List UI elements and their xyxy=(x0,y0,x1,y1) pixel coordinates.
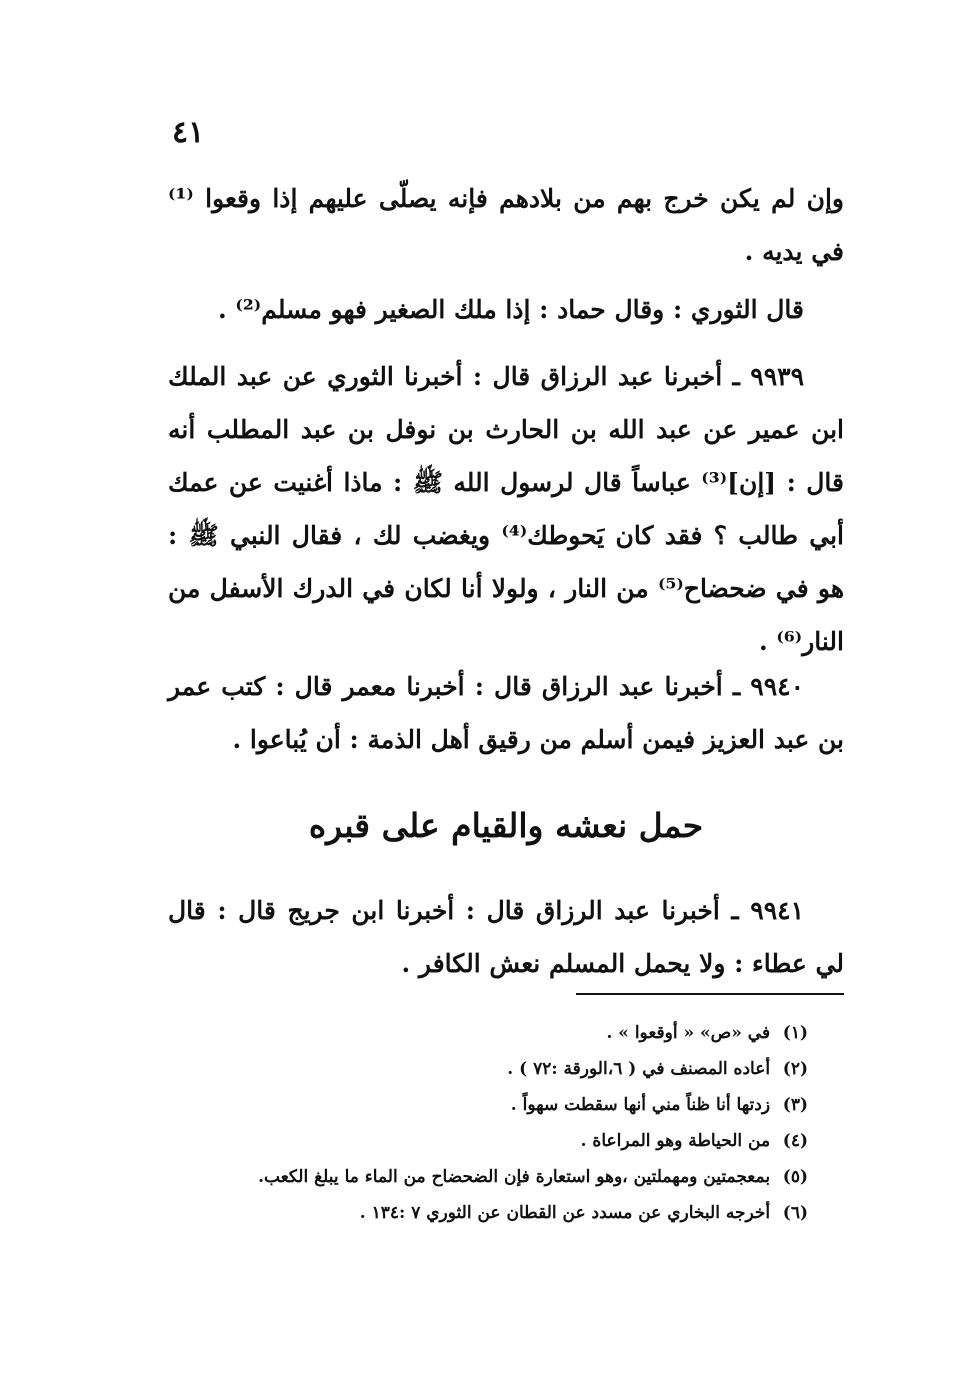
footnote-text: أخرجه البخاري عن مسدد عن القطان عن الثوري ٧ :١٣٤ . xyxy=(359,1203,771,1223)
footnote xyxy=(150,1051,808,1087)
footnote-number: (٦) xyxy=(782,1203,808,1223)
footnote-text: من الحياطة وهو المراعاة . xyxy=(580,1131,771,1151)
footnote-text: بمعجمتين ومهملتين ،وهو استعارة فإن الضحضاح من الماء ما يبلغ الكعب. xyxy=(258,1167,771,1187)
footnote xyxy=(150,1087,808,1123)
hadith-9941: ٩٩٤١ ـ أخبرنا عبد الرزاق قال : أخبرنا ابن جريج قال : قال لي عطاء : ولا يحمل المسلم نعش الكافر . xyxy=(168,896,844,978)
footnote-text: زدتها أنا ظناً مني أنها سقطت سهواً . xyxy=(510,1095,771,1115)
footnote-text: أعاده المصنف في ( ٦،الورقة :٧٢ ) . xyxy=(507,1059,771,1079)
footnote-divider xyxy=(576,993,844,995)
footnote-number: (٥) xyxy=(782,1167,808,1187)
hadith-9940: ٩٩٤٠ ـ أخبرنا عبد الرزاق قال : أخبرنا معمر قال : كتب عمر بن عبد العزيز فيمن أسلم من رقيق أهل الذمة : أن يُباعوا . xyxy=(168,672,844,754)
footnote-number: (٢) xyxy=(782,1059,808,1079)
footnote-text: في «ص» « أوقعوا » . xyxy=(606,1023,771,1043)
footnote-number: (٣) xyxy=(782,1095,808,1115)
footnote-number: (١) xyxy=(782,1023,808,1043)
footnote xyxy=(150,1159,808,1195)
paragraph-2: قال الثوري : وقال حماد : إذا ملك الصغير فهو مسلم⁽²⁾ . xyxy=(217,295,804,324)
hadith-9939: ٩٩٣٩ ـ أخبرنا عبد الرزاق قال : أخبرنا الثوري عن عبد الملك ابن عمير عن عبد الله بن الحارث بن نوفل بن عبد المطلب أنه قال : [إن]⁽³⁾ عباساً قال لرسول الله ﷺ : ماذا أغنيت عن عمك أبي طالب ؟ فقد كان يَحوطك⁽⁴⁾ ويغضب لك ، فقال النبي ﷺ : هو في ضحضاح⁽⁵⁾ من النار ، ولولا أنا لكان في الدرك الأسفل من النار⁽⁶⁾ . xyxy=(168,362,845,656)
footnote-number: (٤) xyxy=(782,1131,808,1151)
footnote xyxy=(150,1123,808,1159)
page-number: ٤١ xyxy=(172,115,205,150)
footnotes xyxy=(150,1015,808,1231)
footnote xyxy=(150,1195,808,1231)
section-heading: حمل نعشه والقيام على قبره xyxy=(308,806,704,845)
paragraph-1: وإن لم يكن خرج بهم من بلادهم فإنه يصلّى عليهم إذا وقعوا ⁽¹⁾ في يديه . xyxy=(168,184,844,266)
footnote xyxy=(150,1015,808,1051)
